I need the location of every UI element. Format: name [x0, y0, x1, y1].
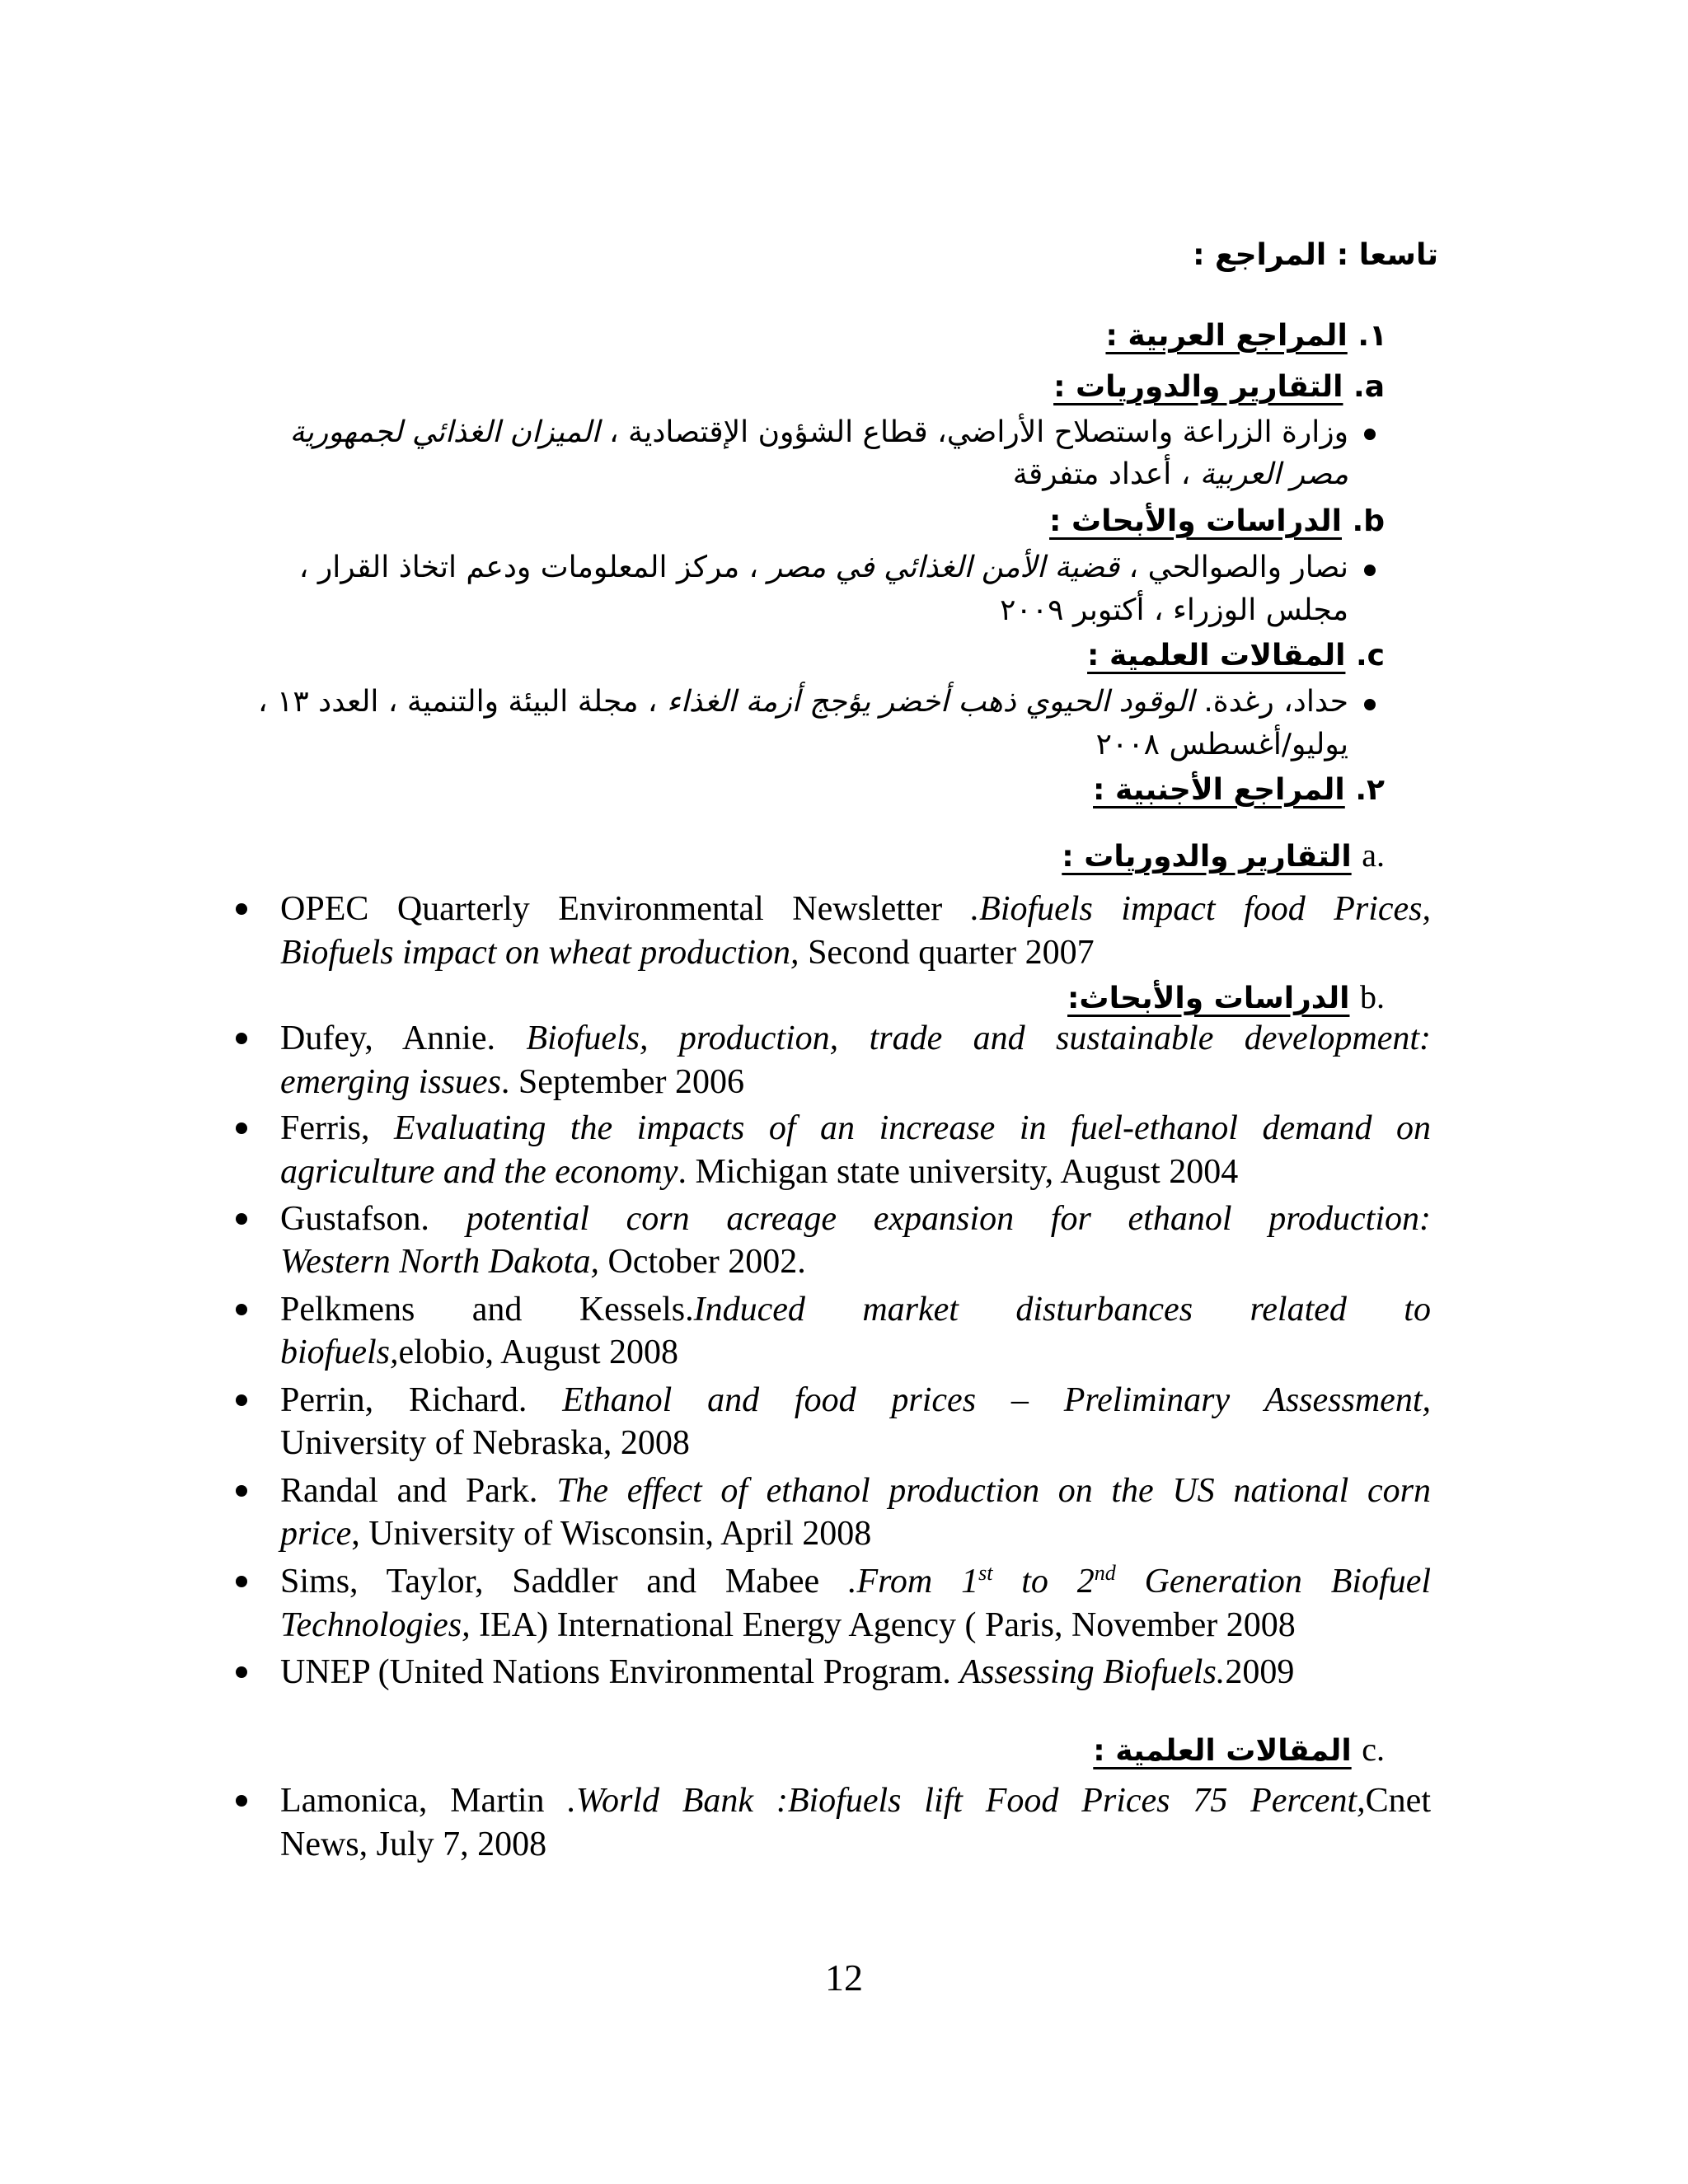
foreign-reference-item	[280, 1468, 1431, 1514]
foreign-reference-item	[280, 1778, 1431, 1824]
reference-title: الميزان الغذائي لجمهورية	[289, 415, 600, 449]
reference-title: Technologies,	[280, 1606, 471, 1644]
reference-title: agriculture and the economy	[280, 1153, 678, 1191]
reference-text: . September 2006	[500, 1063, 745, 1101]
foreign-reference-item-cont	[280, 930, 1095, 976]
arabic-reference-item	[299, 547, 1348, 588]
subsection-title: الدراسات والأبحاث:	[1067, 982, 1350, 1015]
subsection-title: المقالات العلمية :	[1087, 639, 1346, 673]
reference-text: ، أعداد متفرقة	[1012, 457, 1191, 491]
arabic-reference-item-cont: يوليو/أغسطس ٢٠٠٨	[1095, 728, 1348, 762]
foreign-reference-item	[280, 1649, 1294, 1695]
foreign-reference-item	[280, 886, 1431, 932]
subsection-label: b.	[1360, 978, 1385, 1015]
bullet-icon	[236, 1576, 247, 1587]
reference-title: .Biofuels impact food Prices,	[970, 890, 1431, 928]
reference-title: Western North Dakota,	[280, 1243, 599, 1281]
reference-title: Biofuels, production, trade and sustainable development:	[526, 1019, 1431, 1057]
reference-text: Second quarter 2007	[799, 934, 1095, 972]
arabic-subsection-a	[1053, 367, 1385, 408]
arabic-reference-item-cont: مجلس الوزراء ، أكتوبر ٢٠٠٩	[1000, 593, 1348, 627]
foreign-reference-item-cont	[280, 1602, 1296, 1648]
bullet-icon	[1364, 429, 1376, 440]
reference-text: Randal and Park.	[280, 1472, 557, 1510]
references-heading: تاسعا : المراجع :	[1193, 238, 1438, 272]
foreign-references-title	[1093, 770, 1385, 811]
foreign-reference-item-cont	[280, 1059, 744, 1105]
reference-text: Dufey, Annie.	[280, 1019, 527, 1057]
foreign-subsection-c	[1093, 1729, 1385, 1772]
bullet-icon	[236, 1033, 247, 1044]
reference-text: elobio, August 2008	[398, 1333, 679, 1371]
bullet-icon	[236, 1485, 247, 1497]
reference-title: Biofuels impact on wheat production,	[280, 934, 799, 972]
reference-text: Cnet	[1365, 1782, 1431, 1820]
reference-title: .From 1	[847, 1563, 979, 1601]
subsection-title: التقارير والدوريات :	[1053, 370, 1343, 404]
reference-text: OPEC Quarterly Environmental Newsletter	[280, 890, 971, 928]
reference-title: الوقود الحيوي ذهب أخضر يؤجج أزمة الغذاء	[667, 685, 1194, 719]
reference-text: ، مجلة البيئة والتنمية ، العدد ١٣ ،	[257, 685, 658, 719]
subsection-label: c.	[1362, 1731, 1385, 1768]
bullet-icon	[236, 1795, 247, 1807]
reference-title: biofuels,	[280, 1333, 399, 1371]
subsection-label: .b	[1352, 504, 1385, 538]
reference-text: . Michigan state university, August 2004	[678, 1153, 1239, 1191]
arabic-subsection-b	[1049, 501, 1385, 542]
section-title: المراجع العربية :	[1105, 319, 1348, 353]
subsection-title: الدراسات والأبحاث :	[1049, 504, 1342, 538]
reference-title: price	[280, 1515, 352, 1553]
arabic-subsection-c	[1087, 635, 1385, 677]
reference-text: ، مركز المعلومات ودعم اتخاذ القرار ،	[298, 551, 759, 584]
foreign-reference-item	[280, 1286, 1431, 1333]
reference-text: نصار والصوالحي ،	[1128, 551, 1348, 584]
bullet-icon	[236, 1304, 247, 1315]
reference-title: Induced market disturbances related to	[693, 1291, 1431, 1329]
arabic-reference-item	[289, 412, 1348, 453]
reference-text: Gustafson.	[280, 1200, 467, 1238]
foreign-reference-item	[280, 1196, 1431, 1242]
foreign-reference-item	[280, 1105, 1431, 1151]
foreign-reference-item-cont	[280, 1149, 1238, 1195]
reference-text: IEA) International Energy Agency ( Paris, November 2008	[470, 1606, 1296, 1644]
bullet-icon	[236, 1213, 247, 1225]
reference-title: .World Bank :Biofuels lift Food Prices 75 Percent,	[567, 1782, 1366, 1820]
reference-title: قضية الأمن الغذائي في مصر	[767, 551, 1120, 584]
reference-text: October 2002.	[598, 1243, 806, 1281]
foreign-reference-item-cont	[280, 1821, 546, 1868]
subsection-label: .c	[1355, 639, 1385, 673]
foreign-reference-item-cont	[280, 1511, 871, 1557]
foreign-reference-item-cont	[280, 1329, 678, 1376]
reference-text: Lamonica, Martin	[280, 1782, 568, 1820]
foreign-subsection-a	[1062, 835, 1385, 878]
reference-title: Generation Biofuel	[1115, 1563, 1432, 1601]
arabic-reference-item	[258, 682, 1348, 723]
subsection-title: المقالات العلمية :	[1093, 1734, 1352, 1768]
section-number: ٢.	[1355, 773, 1385, 807]
bullet-icon	[1364, 699, 1376, 710]
bullet-icon	[236, 1394, 247, 1406]
subsection-title: التقارير والدوريات :	[1062, 840, 1352, 874]
page-number: 12	[825, 1957, 863, 1999]
reference-text: UNEP (United Nations Environmental Program.	[280, 1653, 960, 1691]
bullet-icon	[236, 1666, 247, 1678]
reference-text: وزارة الزراعة واستصلاح الأراضي، قطاع الشؤون الإقتصادية ،	[608, 415, 1348, 449]
reference-title: مصر العربية	[1199, 457, 1348, 491]
superscript: st	[978, 1561, 993, 1585]
reference-title: potential corn acreage expansion for ethanol production:	[466, 1200, 1431, 1238]
reference-text: حداد، رغدة.	[1203, 685, 1348, 719]
reference-text: News, July 7, 2008	[280, 1825, 547, 1863]
arabic-reference-item-cont	[1013, 454, 1348, 495]
section-title: المراجع الأجنبية :	[1093, 773, 1345, 807]
reference-text: University of Nebraska, 2008	[280, 1424, 690, 1462]
section-number: ١.	[1357, 319, 1387, 353]
foreign-reference-item-cont	[280, 1420, 690, 1466]
arabic-references-title	[1105, 316, 1387, 357]
foreign-reference-item	[280, 1558, 1431, 1605]
reference-text: Pelkmens and Kessels.	[280, 1291, 694, 1329]
reference-text: Sims, Taylor, Saddler and Mabee	[280, 1563, 848, 1601]
foreign-reference-item	[280, 1377, 1431, 1423]
subsection-label: a.	[1362, 837, 1385, 874]
reference-text: Ferris,	[280, 1109, 395, 1147]
reference-text: Perrin, Richard.	[280, 1381, 563, 1419]
reference-title: emerging issues	[280, 1063, 501, 1101]
reference-title: The effect of ethanol production on the US national corn	[556, 1472, 1431, 1510]
bullet-icon	[236, 1122, 247, 1134]
reference-text: 2009	[1225, 1653, 1295, 1691]
reference-text: , University of Wisconsin, April 2008	[351, 1515, 872, 1553]
subsection-label: .a	[1353, 370, 1385, 404]
foreign-reference-item	[280, 1015, 1431, 1062]
bullet-icon	[236, 903, 247, 915]
reference-title: Evaluating the impacts of an increase in fuel-ethanol demand on	[394, 1109, 1431, 1147]
foreign-subsection-b	[1067, 977, 1385, 1019]
superscript: nd	[1094, 1561, 1116, 1585]
bullet-icon	[1364, 565, 1376, 576]
reference-title: to 2	[992, 1563, 1095, 1601]
foreign-reference-item-cont	[280, 1239, 806, 1285]
reference-title: Ethanol and food prices – Preliminary Assessment,	[562, 1381, 1431, 1419]
reference-title: Assessing Biofuels.	[959, 1653, 1226, 1691]
